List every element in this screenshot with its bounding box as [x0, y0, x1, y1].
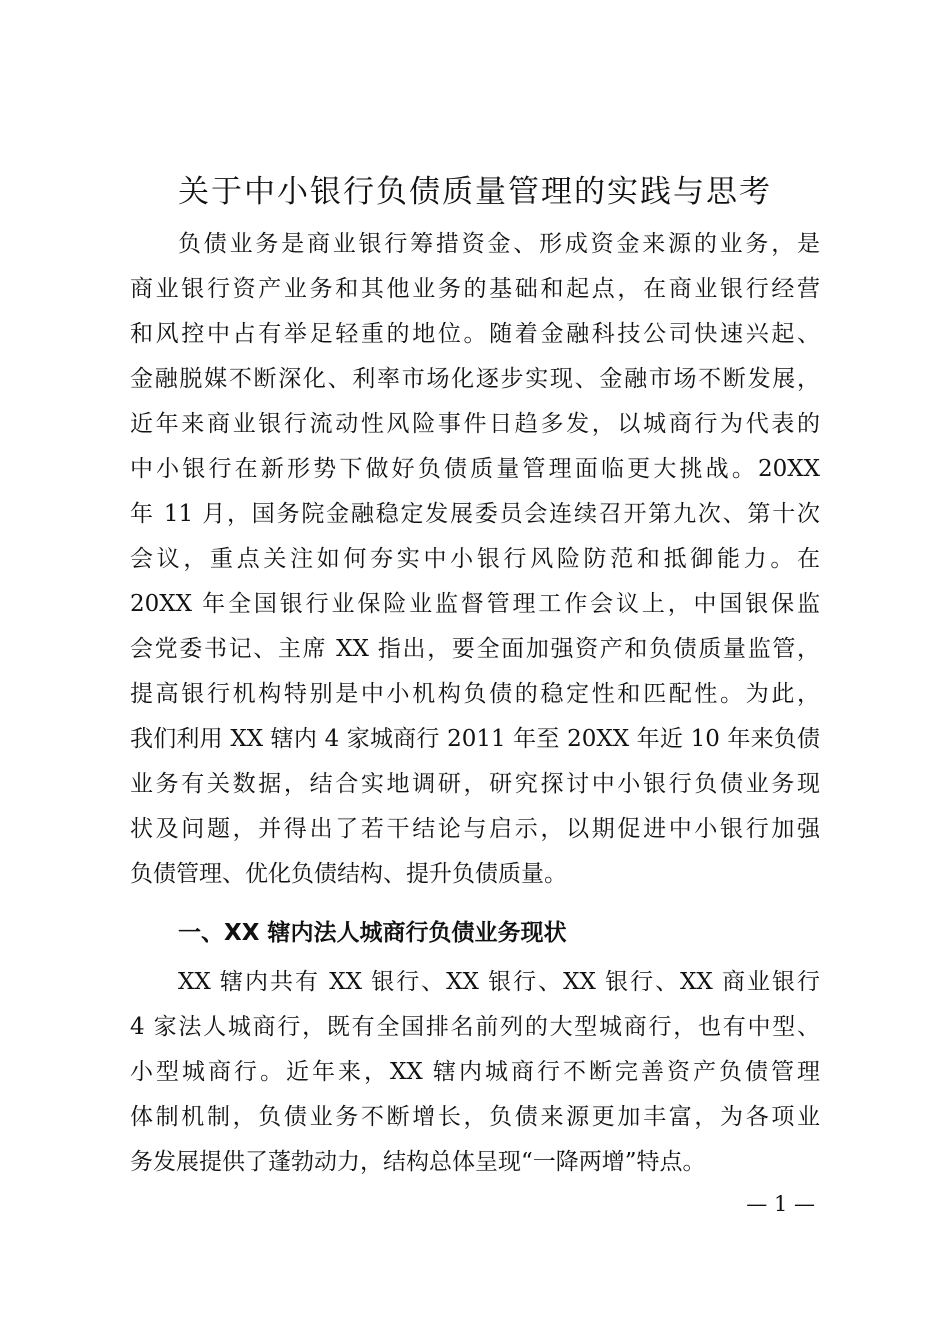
- paragraph-line: 体制机制，负债业务不断增长，负债来源更加丰富，为各项业: [130, 1104, 820, 1130]
- paragraph-line: 20XX 年全国银行业保险业监督管理工作会议上，中国银保监: [130, 591, 820, 617]
- paragraph-line: 金融脱媒不断深化、利率市场化逐步实现、金融市场不断发展，: [130, 366, 820, 392]
- paragraph-line: 我们利用 XX 辖内 4 家城商行 2011 年至 20XX 年近 10 年来负债: [130, 726, 820, 752]
- paragraph-line: 小型城商行。近年来，XX 辖内城商行不断完善资产负债管理: [130, 1059, 820, 1085]
- paragraph-line: 负债业务是商业银行筹措资金、形成资金来源的业务，是: [178, 231, 820, 257]
- paragraph-line: XX 辖内共有 XX 银行、XX 银行、XX 银行、XX 商业银行: [178, 969, 820, 995]
- paragraph-line: 状及问题，并得出了若干结论与启示，以期促进中小银行加强: [130, 816, 820, 842]
- paragraph-line: 会党委书记、主席 XX 指出，要全面加强资产和负债质量监管，: [130, 636, 820, 662]
- paragraph-line: 4 家法人城商行，既有全国排名前列的大型城商行，也有中型、: [130, 1014, 820, 1040]
- paragraph-line: 提高银行机构特别是中小机构负债的稳定性和匹配性。为此，: [130, 681, 820, 707]
- paragraph-line: 务发展提供了蓬勃动力，结构总体呈现“一降两增”特点。: [130, 1149, 706, 1175]
- paragraph-line: 中小银行在新形势下做好负债质量管理面临更大挑战。20XX: [130, 456, 820, 482]
- paragraph-line: 业务有关数据，结合实地调研，研究探讨中小银行负债业务现: [130, 771, 820, 797]
- paragraph-line: 负债管理、优化负债结构、提升负债质量。: [130, 861, 567, 887]
- paragraph-line: 和风控中占有举足轻重的地位。随着金融科技公司快速兴起、: [130, 321, 820, 347]
- document-title: 关于中小银行负债质量管理的实践与思考: [178, 174, 772, 210]
- paragraph-line: 年 11 月，国务院金融稳定发展委员会连续召开第九次、第十次: [130, 501, 820, 527]
- paragraph-line: 近年来商业银行流动性风险事件日趋多发，以城商行为代表的: [130, 411, 820, 437]
- paragraph-line: 商业银行资产业务和其他业务的基础和起点，在商业银行经营: [130, 276, 820, 302]
- paragraph-line: 会议，重点关注如何夯实中小银行风险防范和抵御能力。在: [130, 546, 820, 572]
- page-number: — 1 —: [746, 1192, 815, 1216]
- section-heading: 一、XX 辖内法人城商行负债业务现状: [178, 920, 567, 946]
